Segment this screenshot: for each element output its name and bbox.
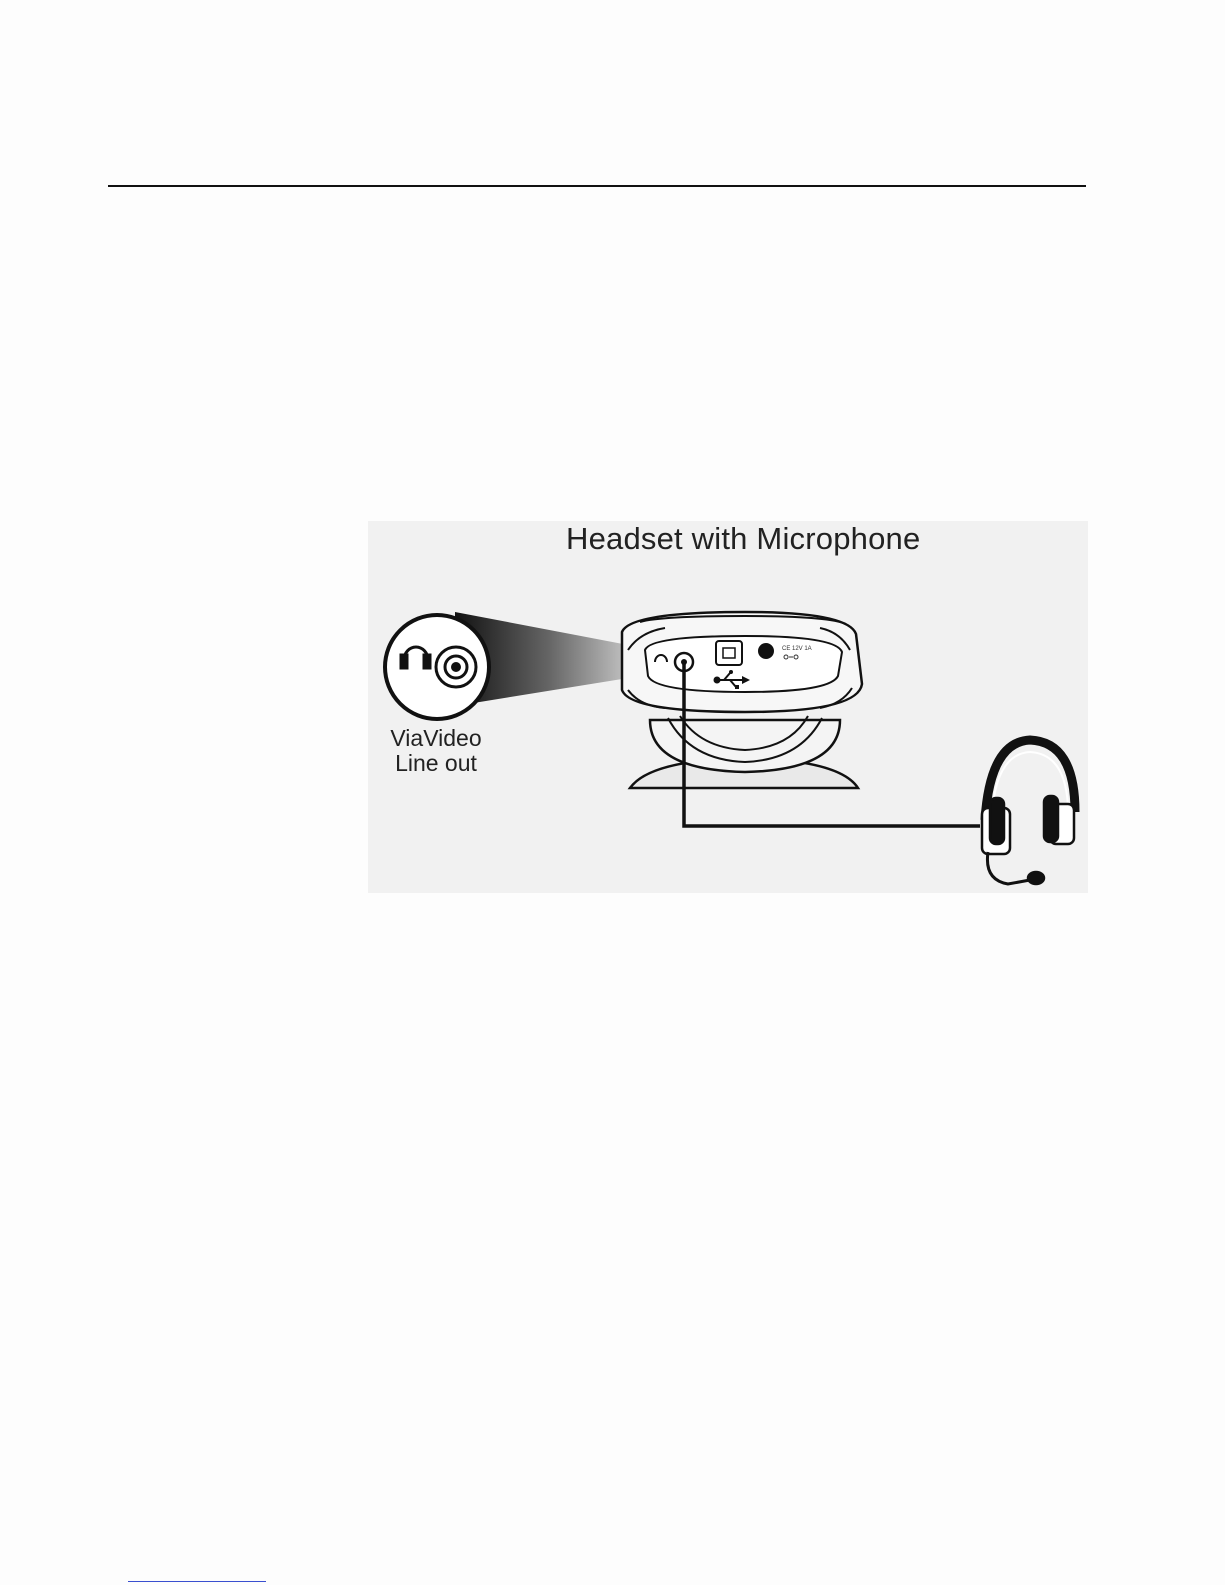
headset-with-microphone-icon (982, 740, 1075, 884)
port-label (378, 726, 494, 776)
microphone (1028, 872, 1044, 884)
back-panel-marking: CE 12V 1A (782, 646, 812, 652)
footnote-rule (128, 1581, 266, 1582)
line-out-jack (436, 647, 476, 687)
viavideo-camera (622, 612, 862, 788)
usb-port (716, 641, 742, 665)
mic-boom (987, 852, 1030, 884)
figure-title: Headset with Microphone (566, 521, 921, 556)
port-label-line-1: ViaVideo (390, 725, 482, 751)
port-label-line-2: Line out (395, 750, 477, 776)
power-jack (759, 644, 773, 658)
magnified-port (385, 615, 489, 719)
